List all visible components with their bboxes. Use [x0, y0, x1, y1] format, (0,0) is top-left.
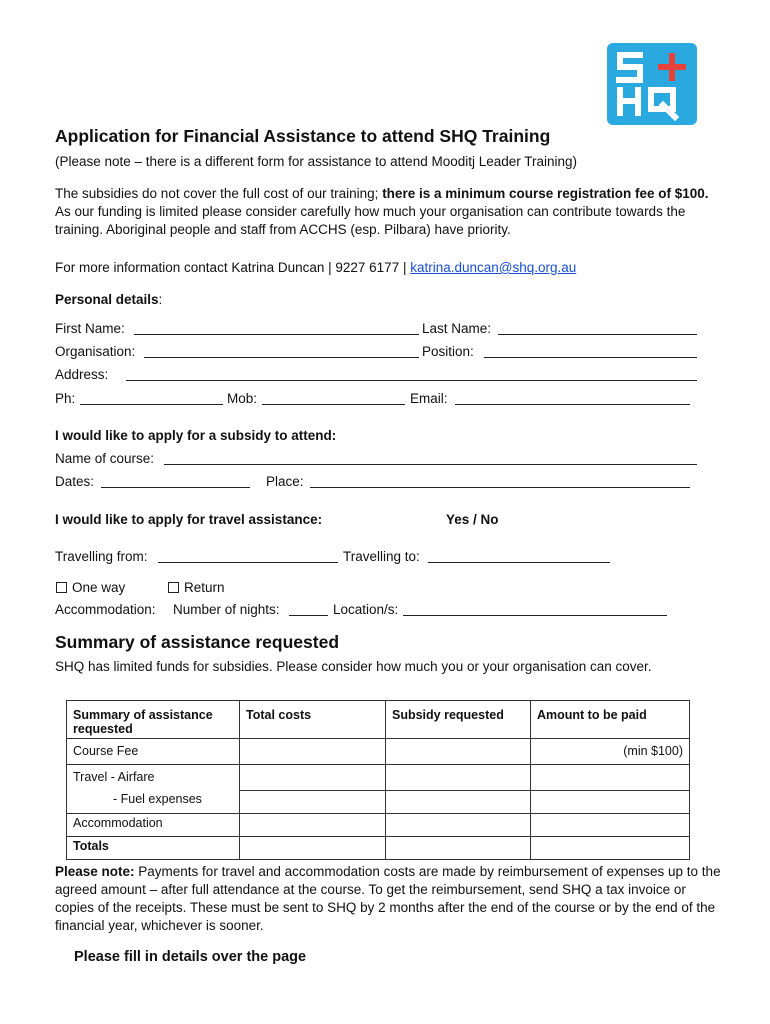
address-label: Address: [55, 367, 109, 382]
row-label: - Fuel expenses [67, 790, 240, 813]
locations-label: Location/s: [333, 602, 399, 617]
first-name-field[interactable] [134, 334, 419, 335]
travel-heading: I would like to apply for travel assistance: [55, 512, 323, 527]
subsidy-cell[interactable] [386, 765, 531, 791]
amount-cell[interactable] [531, 813, 690, 836]
table-header-row [67, 701, 690, 739]
please-note-text: Payments for travel and accommodation costs are made by reimbursement of expenses up to the agreed amount – after full attendance at the course. To get the reimbursement, send SHQ a tax invoice or copies of the receipts. These must be sent to SHQ by 2 months after the end of the course or by the end of the financial year, whichever is sooner. [55, 864, 721, 933]
amount-cell[interactable] [531, 836, 690, 859]
contact-text: For more information contact Katrina Duncan | 9227 6177 | [55, 260, 411, 275]
personal-heading-text: Personal details [55, 292, 159, 307]
subsidy-heading: I would like to apply for a subsidy to attend: [55, 428, 337, 443]
ph-field[interactable] [80, 404, 223, 405]
table-row [67, 739, 690, 765]
last-name-field[interactable] [498, 334, 697, 335]
row-label: Travel - Airfare [67, 765, 240, 791]
address-field[interactable] [126, 380, 697, 381]
amount-cell[interactable] [531, 790, 690, 813]
contact-email-link[interactable]: katrina.duncan@shq.org.au [410, 260, 577, 275]
nights-label: Number of nights: [173, 602, 280, 617]
personal-heading-colon: : [158, 292, 163, 307]
please-note-bold: Please note: [55, 864, 135, 879]
organisation-field[interactable] [144, 357, 419, 358]
row-label: Course Fee [67, 739, 240, 765]
amount-cell[interactable]: (min $100) [531, 739, 690, 765]
course-name-field[interactable] [164, 464, 697, 465]
subsidy-cell[interactable] [386, 739, 531, 765]
position-field[interactable] [484, 357, 697, 358]
page-title: Application for Financial Assistance to attend SHQ Training [55, 126, 551, 146]
travel-yes-no[interactable]: Yes / No [446, 512, 499, 527]
amount-cell[interactable] [531, 765, 690, 791]
please-note-paragraph [55, 863, 725, 935]
summary-intro: SHQ has limited funds for subsidies. Please consider how much you or your organisation can cover. [55, 659, 652, 674]
email-label: Email: [410, 391, 448, 406]
travelling-from-field[interactable] [158, 562, 338, 563]
travelling-from-label: Travelling from: [55, 549, 148, 564]
dates-label: Dates: [55, 474, 95, 489]
one-way-label: One way [72, 580, 126, 595]
dates-field[interactable] [101, 487, 250, 488]
email-field[interactable] [455, 404, 690, 405]
place-field[interactable] [310, 487, 690, 488]
total-costs-cell[interactable] [240, 836, 386, 859]
travelling-to-field[interactable] [428, 562, 610, 563]
nights-field[interactable] [289, 615, 328, 616]
shq-logo [607, 43, 697, 125]
return-checkbox[interactable] [168, 582, 179, 593]
last-name-label: Last Name: [422, 321, 492, 336]
subsidy-cell[interactable] [386, 813, 531, 836]
first-name-label: First Name: [55, 321, 125, 336]
mob-field[interactable] [262, 404, 405, 405]
subsidy-cell[interactable] [386, 836, 531, 859]
subsidy-cell[interactable] [386, 790, 531, 813]
table-header-cell: Amount to be paid [531, 701, 690, 739]
shq-logo-graphic [607, 43, 697, 125]
table-row [67, 790, 690, 813]
table-row [67, 765, 690, 791]
locations-field[interactable] [403, 615, 667, 616]
organisation-label: Organisation: [55, 344, 136, 359]
total-costs-cell[interactable] [240, 765, 386, 791]
total-costs-cell[interactable] [240, 739, 386, 765]
ph-label: Ph: [55, 391, 76, 406]
table-row [67, 836, 690, 859]
place-label: Place: [266, 474, 304, 489]
row-label: Totals [67, 836, 240, 859]
contact-line [55, 260, 576, 275]
position-label: Position: [422, 344, 474, 359]
footer-instruction: Please fill in details over the page [74, 949, 307, 965]
intro-paragraph [55, 185, 725, 239]
total-costs-cell[interactable] [240, 813, 386, 836]
note-text: (Please note – there is a different form for assistance to attend Mooditj Leader Training) [55, 154, 578, 169]
one-way-checkbox[interactable] [56, 582, 67, 593]
table-header-cell: Subsidy requested [386, 701, 531, 739]
mob-label: Mob: [227, 391, 258, 406]
return-option[interactable] [168, 580, 225, 595]
assistance-summary-table [66, 700, 690, 860]
table-header-cell: Summary of assistance requested [67, 701, 240, 739]
table-row [67, 813, 690, 836]
summary-heading: Summary of assistance requested [55, 632, 340, 652]
table-header-cell: Total costs [240, 701, 386, 739]
one-way-option[interactable] [56, 580, 125, 595]
intro-text-2: As our funding is limited please consider carefully how much your organisation can contribute towards the training. Aboriginal people and staff from ACCHS (esp. Pilbara) have priority. [55, 204, 686, 237]
total-costs-cell[interactable] [240, 790, 386, 813]
intro-bold: there is a minimum course registration fee of $100. [382, 186, 709, 201]
intro-text: The subsidies do not cover the full cost of our training; [55, 186, 383, 201]
course-name-label: Name of course: [55, 451, 155, 466]
travelling-to-label: Travelling to: [343, 549, 420, 564]
return-label: Return [184, 580, 225, 595]
personal-details-heading [55, 292, 162, 307]
row-label: Accommodation [67, 813, 240, 836]
accommodation-label: Accommodation: [55, 602, 156, 617]
